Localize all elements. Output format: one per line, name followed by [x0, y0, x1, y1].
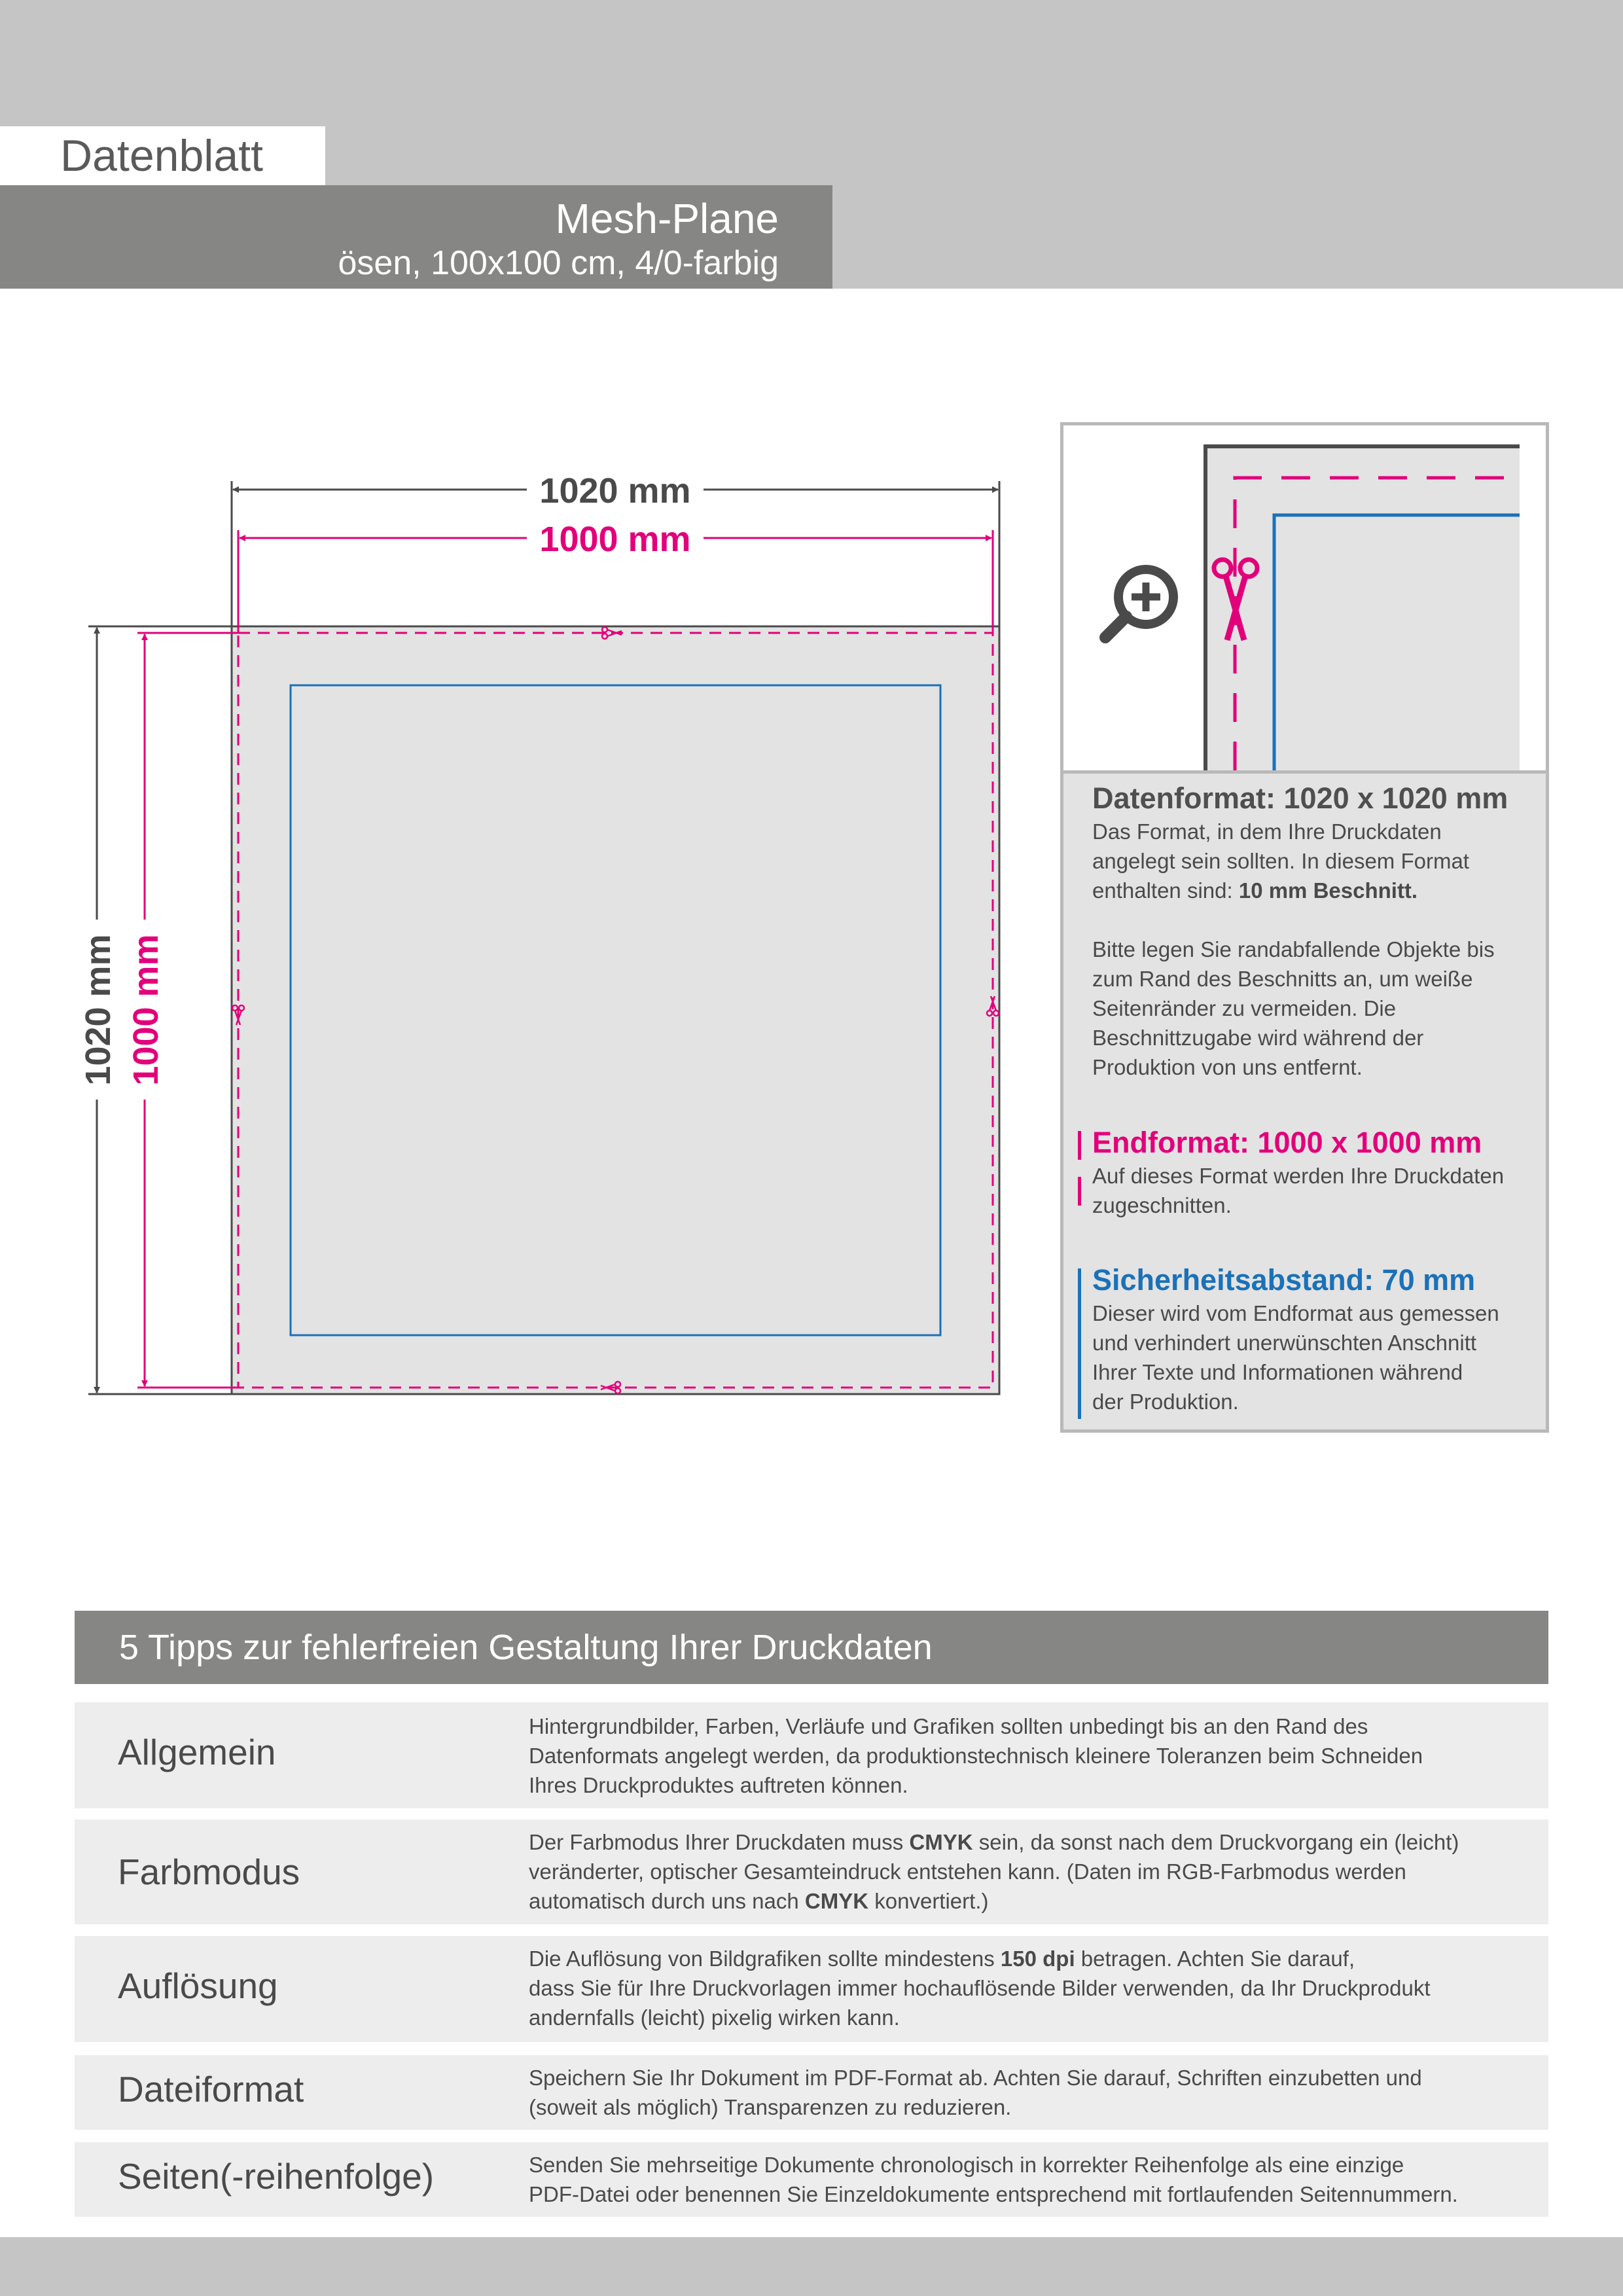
tip-line-bold: 150 dpi [1000, 1946, 1075, 1971]
end-format-section [1092, 1124, 1537, 1220]
tip-label: Dateiformat [118, 2069, 304, 2109]
tip-line: andernfalls (leicht) pixelig wirken kann. [529, 2005, 900, 2030]
tip-line: Datenformats angelegt werden, da produktionstechnisch kleinere Toleranzen beim Schneiden [529, 1744, 1423, 1768]
end-format-marker [1078, 1131, 1081, 1223]
data-format-section [1092, 780, 1537, 1082]
safety-line-4: der Produktion. [1092, 1390, 1239, 1414]
inner-height-label: 1000 mm [126, 934, 166, 1086]
safety-section [1092, 1262, 1537, 1416]
tip-line-bold: CMYK [909, 1830, 973, 1854]
tip-line-text: betragen. Achten Sie darauf, [1075, 1946, 1355, 1971]
safety-marker [1078, 1268, 1081, 1419]
zoom-detail [1063, 425, 1546, 774]
data-format-title: Datenformat: 1020 x 1020 mm [1092, 781, 1508, 815]
data-format-line-1: Das Format, in dem Ihre Druckdaten [1092, 819, 1442, 844]
tip-line: Senden Sie mehrseitige Dokumente chronologisch in korrekter Reihenfolge als eine einzige [529, 2153, 1404, 2177]
bleed-note-line-1: Bitte legen Sie randabfallende Objekte bis [1092, 937, 1495, 961]
data-format-line-2: angelegt sein sollten. In diesem Format [1092, 849, 1469, 873]
tip-line-text: automatisch durch uns nach [529, 1889, 805, 1913]
bleed-note-line-3: Seitenränder zu vermeiden. Die [1092, 996, 1397, 1020]
tip-line [529, 1827, 1537, 1857]
tip-row-file-format [75, 2055, 1548, 2130]
info-panel [1060, 422, 1549, 1433]
tip-label: Farbmodus [118, 1852, 300, 1892]
tip-line: Speichern Sie Ihr Dokument im PDF-Format ab. Achten Sie darauf, Schriften einzubetten und [529, 2066, 1422, 2090]
tip-line-bold: CMYK [804, 1889, 869, 1913]
tip-label: Auflösung [118, 1965, 278, 2006]
doc-label: Datenblatt [0, 126, 325, 185]
outer-width-label: 1020 mm [539, 471, 691, 511]
tip-line: dass Sie für Ihre Druckvorlagen immer hochauflösende Bilder verwenden, da Ihr Druckprodukt [529, 1976, 1431, 2000]
bottom-band [0, 2237, 1623, 2296]
safety-line-2: und verhindert unerwünschten Anschnitt [1092, 1331, 1477, 1355]
data-format-line-3-text: enthalten sind: [1092, 878, 1239, 903]
product-name: Mesh-Plane [555, 195, 779, 242]
tip-text [529, 2150, 1537, 2209]
safety-line-1: Dieser wird vom Endformat aus gemessen [1092, 1301, 1499, 1325]
tip-row-color-mode [75, 1820, 1548, 1924]
bleed-note-line-4: Beschnittzugabe wird während der [1092, 1026, 1424, 1050]
tip-label: Seiten(-reihenfolge) [118, 2156, 435, 2197]
product-subtitle: ösen, 100x100 cm, 4/0-farbig [338, 244, 779, 282]
end-format-title: Endformat: 1000 x 1000 mm [1092, 1126, 1482, 1159]
zoom-plus-icon [1105, 569, 1173, 637]
safety-line-3: Ihrer Texte und Informationen während [1092, 1360, 1463, 1384]
tip-line: PDF-Datei oder benennen Sie Einzeldokumente entsprechend mit fortlaufenden Seitennummern. [529, 2182, 1458, 2206]
tip-text [529, 1944, 1537, 2032]
tips-header: 5 Tipps zur fehlerfreien Gestaltung Ihrer Druckdaten [75, 1611, 1548, 1684]
bleed-note-line-5: Produktion von uns entfernt. [1092, 1055, 1363, 1079]
tip-row-general [75, 1702, 1548, 1808]
tip-line-text: Der Farbmodus Ihrer Druckdaten muss [529, 1830, 910, 1854]
tip-line [529, 1944, 1537, 1973]
inner-width-label: 1000 mm [539, 520, 691, 559]
tip-row-page-order [75, 2142, 1548, 2217]
bleed-area [232, 626, 999, 1394]
zoom-detail-graphic [1063, 425, 1546, 770]
tip-text [529, 1827, 1537, 1916]
end-format-line-1: Auf dieses Format werden Ihre Druckdaten [1092, 1164, 1505, 1188]
safety-title: Sicherheitsabstand: 70 mm [1092, 1263, 1476, 1297]
end-format-line-2: zugeschnitten. [1092, 1193, 1232, 1217]
tip-line: Hintergrundbilder, Farben, Verläufe und Grafiken sollten unbedingt bis an den Rand des [529, 1714, 1368, 1738]
tip-text [529, 2063, 1537, 2122]
tip-text [529, 1712, 1537, 1800]
tip-line: veränderter, optischer Gesamteindruck entstehen kann. (Daten im RGB-Farbmodus werden [529, 1859, 1406, 1884]
tip-line [529, 1886, 1537, 1916]
outer-height-label: 1020 mm [79, 934, 118, 1086]
data-format-line-3 [1092, 876, 1537, 905]
tip-row-resolution [75, 1936, 1548, 2042]
tip-line-text: sein, da sonst nach dem Druckvorgang ein (leicht) [972, 1830, 1459, 1854]
tip-label: Allgemein [118, 1732, 276, 1772]
tip-line: (soweit als möglich) Transparenzen zu reduzieren. [529, 2095, 1012, 2119]
tip-line: Ihres Druckproduktes auftreten können. [529, 1773, 908, 1797]
tip-line-text: Die Auflösung von Bildgrafiken sollte mindestens [529, 1946, 1001, 1971]
tip-line-text: konvertiert.) [868, 1889, 989, 1913]
bleed-amount: 10 mm Beschnitt. [1238, 878, 1418, 903]
bleed-note-line-2: zum Rand des Beschnitts an, um weiße [1092, 967, 1473, 991]
